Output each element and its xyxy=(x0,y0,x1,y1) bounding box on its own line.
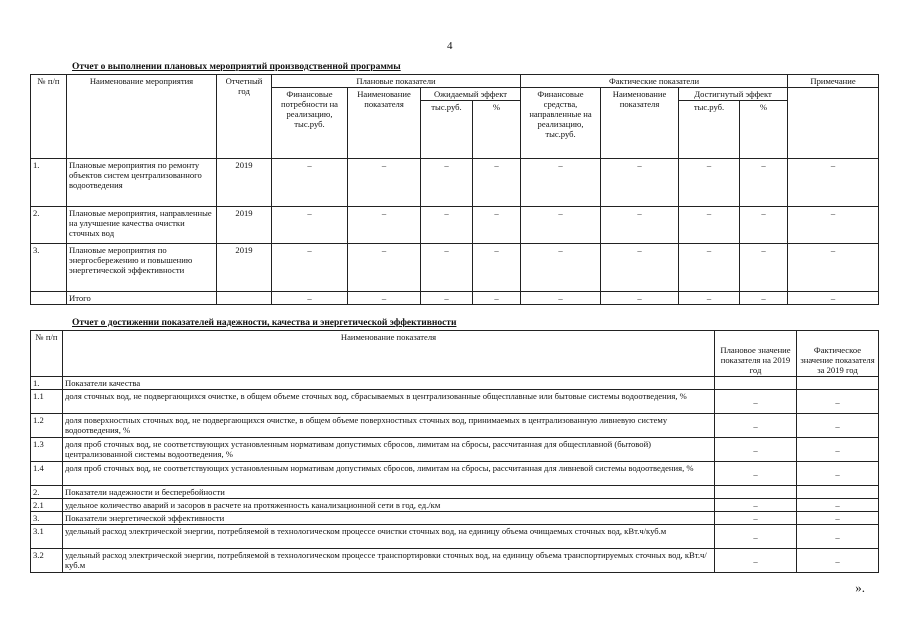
header-fact-finance: Финансовые средства, направленные на реализацию, тыс.руб. xyxy=(521,88,601,159)
cell-value: – xyxy=(601,207,679,244)
row-name: доля сточных вод, не подвергающихся очистке, в общем объеме сточных вод, сбрасываемых в централизованные общесплавные или бытовые системы водоотведения, % xyxy=(63,390,715,414)
header-num: № п/п xyxy=(31,331,63,377)
plan-value xyxy=(715,377,797,390)
plan-value: – xyxy=(715,438,797,462)
production-program-table xyxy=(30,74,879,305)
table-row xyxy=(31,244,879,292)
cell-value: – xyxy=(421,244,473,292)
row-year xyxy=(217,292,272,305)
plan-value: – xyxy=(715,525,797,549)
cell-value: – xyxy=(679,292,740,305)
plan-value: – xyxy=(715,549,797,573)
cell-value: – xyxy=(473,292,521,305)
row-num: 3.1 xyxy=(31,525,63,549)
table-row xyxy=(31,159,879,207)
row-name: доля проб сточных вод, не соответствующих установленным нормативам допустимых сбросов, лимитам на сбросы, рассчитанная для общесплавной (бытовой) централизованной системы водоотведения, % xyxy=(63,438,715,462)
header-plan-effect: Ожидаемый эффект xyxy=(421,88,521,101)
table-row xyxy=(31,377,879,390)
row-num: 1.4 xyxy=(31,462,63,486)
fact-value: – xyxy=(797,390,879,414)
table-row xyxy=(31,486,879,499)
cell-value: – xyxy=(788,244,879,292)
table-row xyxy=(31,499,879,512)
plan-value: – xyxy=(715,390,797,414)
header-plan-indicator: Наименование показателя xyxy=(348,88,421,159)
table-row xyxy=(31,390,879,414)
header-fact-indicator: Наименование показателя xyxy=(601,88,679,159)
fact-value: – xyxy=(797,549,879,573)
header-fact-value: Фактическое значение показателя за 2019 год xyxy=(797,331,879,377)
row-year: 2019 xyxy=(217,159,272,207)
fact-value: – xyxy=(797,525,879,549)
row-name: Итого xyxy=(67,292,217,305)
table-row xyxy=(31,462,879,486)
row-num: 3.2 xyxy=(31,549,63,573)
header-num: № п/п xyxy=(31,75,67,159)
cell-value: – xyxy=(740,207,788,244)
table-row xyxy=(31,438,879,462)
header-fact-effect: Достигнутый эффект xyxy=(679,88,788,101)
header-plan-effect-rub: тыс.руб. xyxy=(421,101,473,159)
row-num xyxy=(31,292,67,305)
closing-mark: ». xyxy=(855,580,865,595)
row-num: 1.2 xyxy=(31,414,63,438)
row-name: доля поверхностных сточных вод, не подвергающихся очистке, в общем объеме поверхностных сточных вод, принимаемых в централизованную ливневую систему водоотведения, % xyxy=(63,414,715,438)
row-name: Плановые мероприятия по энергосбережению и повышению энергетической эффективности xyxy=(67,244,217,292)
row-num: 1. xyxy=(31,159,67,207)
cell-value: – xyxy=(601,159,679,207)
row-num: 3. xyxy=(31,512,63,525)
fact-value: – xyxy=(797,499,879,512)
row-name: удельное количество аварий и засоров в расчете на протяженность канализационной сети в год, ед./км xyxy=(63,499,715,512)
reliability-indicators-table xyxy=(30,330,879,573)
table-row xyxy=(31,292,879,305)
cell-value: – xyxy=(348,244,421,292)
cell-value: – xyxy=(679,159,740,207)
table-row xyxy=(31,525,879,549)
header-event-name: Наименование мероприятия xyxy=(67,75,217,159)
row-num: 3. xyxy=(31,244,67,292)
cell-value: – xyxy=(272,244,348,292)
header-plan-effect-pct: % xyxy=(473,101,521,159)
fact-value: – xyxy=(797,414,879,438)
header-actual: Фактические показатели xyxy=(521,75,788,88)
cell-value: – xyxy=(521,207,601,244)
row-num: 2.1 xyxy=(31,499,63,512)
fact-value xyxy=(797,486,879,499)
row-num: 1.1 xyxy=(31,390,63,414)
table1-title: Отчет о выполнении плановых мероприятий производственной программы xyxy=(72,62,401,72)
row-year: 2019 xyxy=(217,207,272,244)
row-num: 1. xyxy=(31,377,63,390)
cell-value: – xyxy=(788,292,879,305)
row-num: 1.3 xyxy=(31,438,63,462)
cell-value: – xyxy=(421,159,473,207)
cell-value: – xyxy=(521,159,601,207)
table2-title: Отчет о достижении показателей надежности, качества и энергетической эффективности xyxy=(72,318,457,328)
cell-value: – xyxy=(521,244,601,292)
header-fact-effect-rub: тыс.руб. xyxy=(679,101,740,159)
fact-value: – xyxy=(797,512,879,525)
header-indicator-name: Наименование показателя xyxy=(63,331,715,377)
cell-value: – xyxy=(521,292,601,305)
plan-value xyxy=(715,486,797,499)
row-year: 2019 xyxy=(217,244,272,292)
plan-value: – xyxy=(715,512,797,525)
cell-value: – xyxy=(272,207,348,244)
header-note: Примечание xyxy=(788,75,879,88)
cell-value: – xyxy=(788,159,879,207)
fact-value: – xyxy=(797,462,879,486)
cell-value: – xyxy=(740,292,788,305)
plan-value: – xyxy=(715,414,797,438)
plan-value: – xyxy=(715,462,797,486)
cell-value: – xyxy=(348,159,421,207)
row-name: удельный расход электрической энергии, потребляемой в технологическом процессе очистки сточных вод, на единицу объема очищаемых сточных вод, кВт.ч/куб.м xyxy=(63,525,715,549)
header-note-blank xyxy=(788,88,879,159)
cell-value: – xyxy=(272,159,348,207)
cell-value: – xyxy=(601,292,679,305)
cell-value: – xyxy=(421,292,473,305)
cell-value: – xyxy=(421,207,473,244)
page-number: 4 xyxy=(447,40,453,52)
cell-value: – xyxy=(679,244,740,292)
cell-value: – xyxy=(473,244,521,292)
header-year: Отчетный год xyxy=(217,75,272,159)
row-name: удельный расход электрической энергии, потребляемой в технологическом процессе транспортировки сточных вод, на единицу объема транспортируемых сточных вод, кВт.ч/куб.м xyxy=(63,549,715,573)
cell-value: – xyxy=(348,207,421,244)
cell-value: – xyxy=(679,207,740,244)
cell-value: – xyxy=(272,292,348,305)
table-row xyxy=(31,549,879,573)
table-row xyxy=(31,207,879,244)
fact-value xyxy=(797,377,879,390)
cell-value: – xyxy=(473,159,521,207)
row-name: Плановые мероприятия, направленные на улучшение качества очистки сточных вод xyxy=(67,207,217,244)
header-plan-value: Плановое значение показателя на 2019 год xyxy=(715,331,797,377)
table-row xyxy=(31,414,879,438)
cell-value: – xyxy=(348,292,421,305)
header-fact-effect-pct: % xyxy=(740,101,788,159)
fact-value: – xyxy=(797,438,879,462)
header-planned: Плановые показатели xyxy=(272,75,521,88)
cell-value: – xyxy=(740,159,788,207)
cell-value: – xyxy=(473,207,521,244)
row-name: Показатели энергетической эффективности xyxy=(63,512,715,525)
cell-value: – xyxy=(788,207,879,244)
row-name: Плановые мероприятия по ремонту объектов систем централизованного водоотведения xyxy=(67,159,217,207)
row-name: Показатели надежности и бесперебойности xyxy=(63,486,715,499)
cell-value: – xyxy=(740,244,788,292)
row-name: доля проб сточных вод, не соответствующих установленным нормативам допустимых сбросов, лимитам на сбросы, рассчитанная для ливневой системы водоотведения, % xyxy=(63,462,715,486)
table-row xyxy=(31,512,879,525)
row-name: Показатели качества xyxy=(63,377,715,390)
cell-value: – xyxy=(601,244,679,292)
header-plan-finance: Финансовые потребности на реализацию, тыс.руб. xyxy=(272,88,348,159)
row-num: 2. xyxy=(31,207,67,244)
row-num: 2. xyxy=(31,486,63,499)
plan-value: – xyxy=(715,499,797,512)
